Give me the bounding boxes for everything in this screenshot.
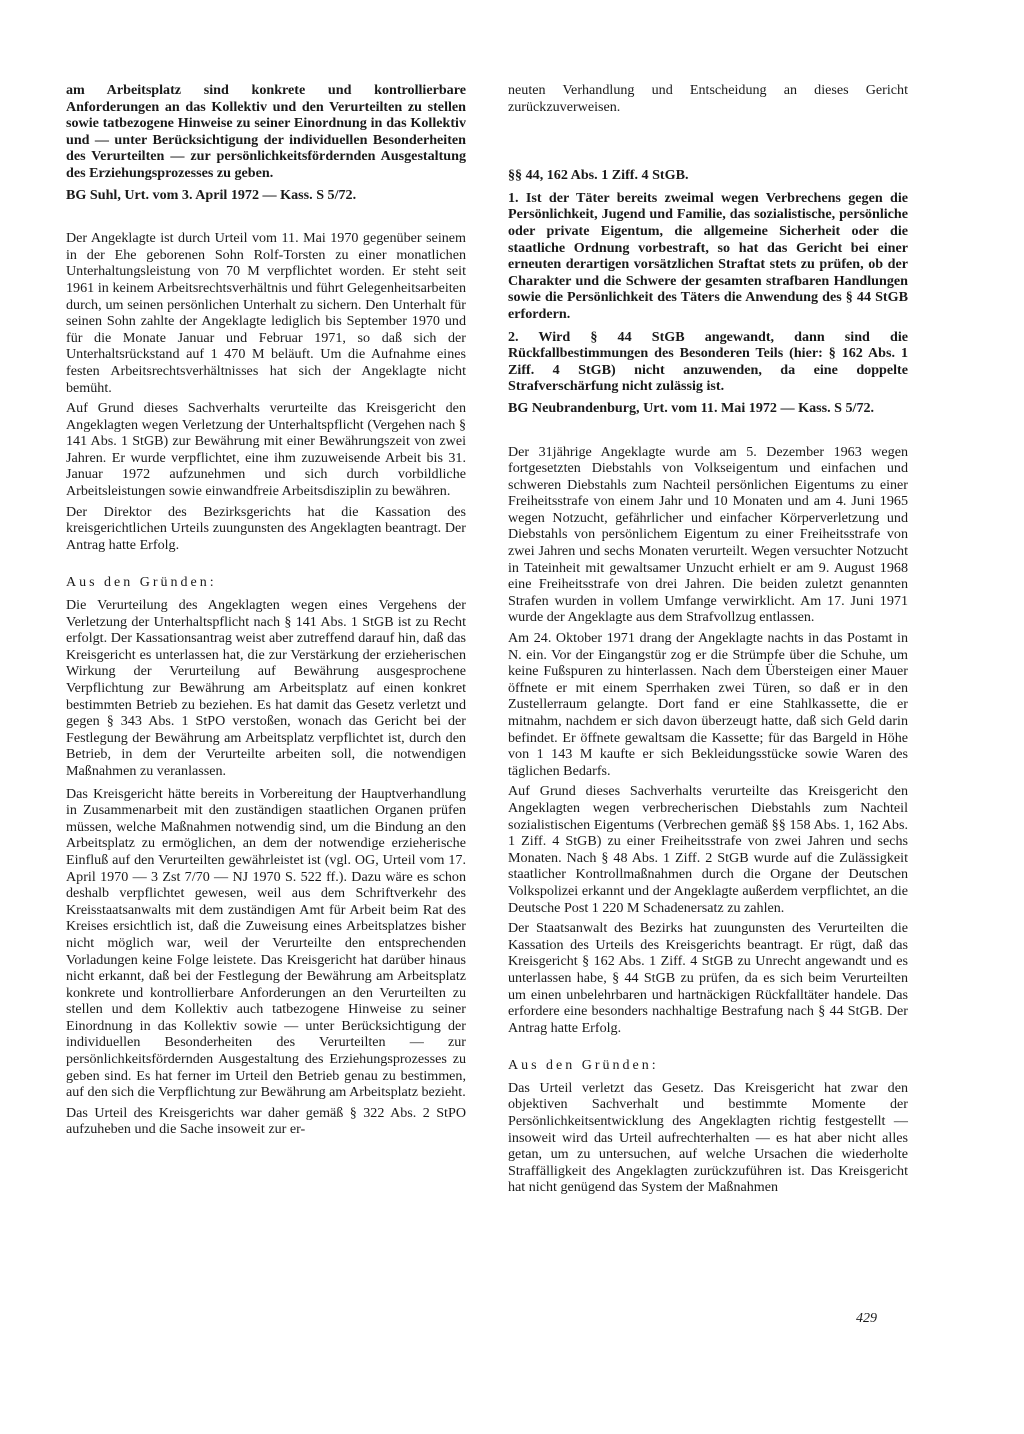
- facts-paragraph: Der Staatsanwalt des Bezirks hat zuungunsten des Verurteilten die Kassation des Urteils des Kreisgerichts beantragt. Er rügt, daß das Kreisgericht § 162 Abs. 1 Ziff. 4 StGB zu Unrecht angewandt und es unterlassen habe, § 44 StGB zu prüfen, da es sich beim Verurteilten um einen unbelehrbaren und hartnäckigen Rückfalltäter handele. Das erfordere eine besonders nachhaltige Bestrafung nach § 44 StGB. Der Antrag hatte Erfolg.: [508, 920, 908, 1036]
- reasons-paragraph: Die Verurteilung des Angeklagten wegen eines Vergehens der Verletzung der Unterhaltspflicht nach § 141 Abs. 1 StGB ist zu Recht erfolgt. Der Kassationsantrag weist aber zutreffend darauf hin, daß das Kreisgericht es unterlassen hat, die zur Verstärkung der erzieherischen Wirkung der Verurteilung auf Bewährung ausgesprochene Verpflichtung zur Bewährung am Arbeitsplatz auf einen konkret bestimmten Betrieb zu beziehen. Es hat damit das Gesetz verletzt und gegen § 343 Abs. 1 StPO verstoßen, wonach das Gericht bei der Festlegung der Bewährung am Arbeitsplatz verpflichtet ist, durch den Betrieb, in dem der Verurteilte arbeiten soll, die notwendigen Maßnahmen zu veranlassen.: [66, 597, 466, 779]
- facts-paragraph: Am 24. Oktober 1971 drang der Angeklagte nachts in das Postamt in N. ein. Vor der Eingangstür zog er die Strümpfe über die Schuhe, um keine Fußspuren zu hinterlassen. Nach dem Übersteigen einer Mauer öffnete er mit einem Sperrhaken zwei Türen, so daß er in den Zustellerraum gelangte. Dort fand er eine Stahlkassette, die er mitnahm, nachdem er sich davon überzeugt hatte, daß sich Geld darin befindet. Er öffnete gewaltsam die Kassette; für das Bargeld in Höhe von 1 143 M kaufte er sich Bekleidungsstücke sowie Waren des täglichen Bedarfs.: [508, 630, 908, 779]
- reasons-heading: Aus den Gründen:: [508, 1058, 659, 1074]
- facts-paragraph: Der Angeklagte ist durch Urteil vom 11. Mai 1970 gegenüber seinem in der Ehe geborenen Sohn Rolf-Torsten zu einer monatlichen Unterhaltungsleistung von 70 M verpflichtet worden. Er steht seit 1961 in keinem Arbeitsrechtsverhältnis und führt Gelegenheitsarbeiten durch, um seinen persönlichen Unterhalt zu sichern. Den Unterhalt für seinen Sohn zahlte der Angeklagte lediglich bis September 1970 und für die Monate Januar und Februar 1971, so daß sich der Unterhaltsrückstand auf 1 470 M beläuft. Um die Aufnahme eines festen Arbeitsrechtsverhältnisses hat sich der Angeklagte nicht bemüht.: [66, 230, 466, 396]
- reasons-paragraph: Das Kreisgericht hätte bereits in Vorbereitung der Hauptverhandlung in Zusammenarbeit mit den zuständigen staatlichen Organen prüfen müssen, welche Maßnahmen notwendig sind, um die Bindung an den Arbeitsplatz zu ermöglichen, an dem der notwendige erzieherische Einfluß auf den Verurteilten gewährleistet ist (vgl. OG, Urteil vom 17. April 1970 — 3 Zst 7/70 — NJ 1970 S. 522 ff.). Dazu wäre es schon deshalb verpflichtet gewesen, weil aus dem Schriftverkehr des Kreisstaatsanwalts mit dem zuständigen Amt für Arbeit beim Rat des Kreises ersichtlich ist, daß die Zuweisung eines Arbeitsplatzes bisher nicht möglich war, weil der Verurteilte den entsprechenden Vorladungen keine Folge leistete. Das Kreisgericht hat darüber hinaus nicht erkannt, daß bei der Festlegung der Bewährung am Arbeitsplatz konkrete und kontrollierbare Anforderungen an den Verurteilten zu stellen und dem Kollektiv auch tatbezogene Hinweise zu seiner Einordnung in das Kollektiv sowie — unter Berücksichtigung der individuellen Besonderheiten des Verurteilten — zur persönlichkeitsfördernden Ausgestaltung des Erziehungsprozesses zu geben sind. Es hat ferner im Urteil den Betrieb genau zu bestimmen, auf den sich die Verpflichtung zur Bewährung am Arbeitsplatz bezieht.: [66, 785, 466, 1101]
- reasons-heading: Aus den Gründen:: [66, 575, 217, 591]
- headnote-principle: 1. Ist der Täter bereits zweimal wegen Verbrechens gegen die Persönlichkeit, Jugend und Familie, das sozialistische, persönliche oder private Eigentum, die allgemeine Sicherheit oder die staatliche Ordnung vorbestraft, so hat das Gericht bei einer erneuten derartigen vorsätzlichen Straftat stets zu prüfen, ob der Charakter und die Schwere der gesamten strafbaren Handlungen sowie die Persönlichkeit des Täters die Anwendung des § 44 StGB erfordern.: [508, 189, 908, 322]
- reasons-paragraph: Das Urteil des Kreisgerichts war daher gemäß § 322 Abs. 2 StPO aufzuheben und die Sache insoweit zur er-: [66, 1104, 466, 1138]
- headnote-continuation: am Arbeitsplatz sind konkrete und kontrollierbare Anforderungen an das Kollektiv und den Verurteilten zu stellen sowie tatbezogene Hinweise zu seiner Einordnung in das Kollektiv und — unter Berücksichtigung der individuellen Besonderheiten des Verurteilten — zur persönlichkeitsfördernden Ausgestaltung des Erziehungsprozesses zu geben.: [66, 82, 466, 181]
- right-column: [508, 82, 908, 1196]
- facts-paragraph: Auf Grund dieses Sachverhalts verurteilte das Kreisgericht den Angeklagten wegen Verletzung der Unterhaltspflicht (Vergehen nach § 141 Abs. 1 StGB) zur Bewährung mit einer Bewährungszeit von zwei Jahren. Er wurde verpflichtet, eine ihm zuzuweisende Arbeit bis 31. Januar 1972 aufzunehmen und sich durch vorbildliche Arbeitsleistungen sowie einwandfreie Arbeitsdisziplin zu bewähren.: [66, 400, 466, 500]
- reasons-paragraph: Das Urteil verletzt das Gesetz. Das Kreisgericht hat zwar den objektiven Sachverhalt und bestimmte Momente der Persönlichkeitsentwicklung des Angeklagten richtig festgestellt — insoweit wird das Urteil aufrechterhalten — es hat aber nicht alles getan, um zu untersuchen, auf welche Ursachen die wiederholte Straffälligkeit des Angeklagten zurückzuführen ist. Das Kreisgericht hat nicht genügend das System der Maßnahmen: [508, 1079, 908, 1196]
- left-column: [66, 82, 466, 1138]
- court-reference: BG Neubrandenburg, Urt. vom 11. Mai 1972 — Kass. S 5/72.: [508, 399, 875, 416]
- headnote-principle: 2. Wird § 44 StGB angewandt, dann sind die Rückfallbestimmungen des Besonderen Teils (hier: § 162 Abs. 1 Ziff. 4 StGB) nicht anzuwenden, da eine doppelte Strafverschärfung nicht zulässig ist.: [508, 328, 908, 395]
- facts-paragraph: Der Direktor des Bezirksgerichts hat die Kassation des kreisgerichtlichen Urteils zuungunsten des Angeklagten beantragt. Der Antrag hatte Erfolg.: [66, 503, 466, 553]
- facts-paragraph: Der 31jährige Angeklagte wurde am 5. Dezember 1963 wegen fortgesetzten Diebstahls von Volkseigentum und einfachen und schweren Diebstahls zum Nachteil persönlichen Eigentums zu einer Freiheitsstrafe von einem Jahr und 10 Monaten und am 4. Juni 1965 wegen Notzucht, gefährlicher und einfacher Körperverletzung und Diebstahls von persönlichem Eigentum zu einer Freiheitsstrafe von zwei Jahren und sechs Monaten verurteilt. Wegen versuchter Notzucht in Tateinheit mit gewaltsamer Unzucht erhielt er am 9. August 1968 eine Freiheitsstrafe von drei Jahren. Die beiden zuletzt genannten Strafen wurden in vollem Umfange verwirklicht. Am 17. Juni 1971 wurde der Angeklagte aus dem Strafvollzug entlassen.: [508, 443, 908, 626]
- page-number: 429: [856, 1311, 877, 1326]
- facts-paragraph: Auf Grund dieses Sachverhalts verurteilte das Kreisgericht den Angeklagten wegen verbrecherischen Diebstahls zum Nachteil sozialistischen Eigentums (Verbrechen gemäß §§ 158 Abs. 1, 162 Abs. 1 Ziff. 4 StGB) zu einer Freiheitsstrafe von zwei Jahren und sechs Monaten. Nach § 48 Abs. 1 Ziff. 2 StGB wurde auf die Zulässigkeit staatlicher Kontrollmaßnahmen durch die Organe der Deutschen Volkspolizei erkannt und der Angeklagte außerdem verpflichtet, an die Deutsche Post 1 220 M Schadenersatz zu zahlen.: [508, 783, 908, 916]
- continuation-text: neuten Verhandlung und Entscheidung an dieses Gericht zurückzuverweisen.: [508, 82, 908, 115]
- court-reference: BG Suhl, Urt. vom 3. April 1972 — Kass. S 5/72.: [66, 186, 357, 203]
- law-heading: §§ 44, 162 Abs. 1 Ziff. 4 StGB.: [508, 167, 689, 184]
